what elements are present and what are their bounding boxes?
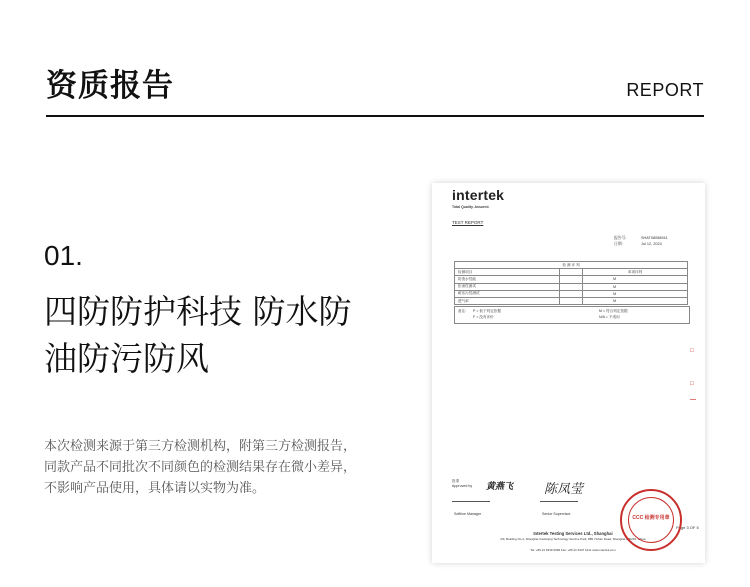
table-row [455,276,688,283]
desc-line-3: 不影响产品使用，具体请以实物为准。 [44,481,266,496]
section-number: 01. [44,240,83,271]
table-header [559,269,582,276]
table-cell-result: M [583,290,688,297]
page-number: Page 3 OF 5 [676,525,699,530]
table-row [455,283,688,290]
inspection-stamp [620,489,682,551]
table-caption: 检 测 评 判 [455,262,688,269]
stamp-text: CCC 检测专用章 [632,515,670,521]
table-cell-item: 拒油性测试 [455,283,560,290]
company-name: Intertek Testing Services Ltd., Shanghai [533,531,613,536]
signature-2: 陈凤莹 [544,482,584,497]
signer-title-1: Softline Manager [454,512,482,516]
table-cell-result: M [583,276,688,283]
logo-tagline: Total Quality. Assured. [452,205,490,209]
table-cell-item: 耐沾污性测试 [455,290,560,297]
legend-na: N/A = 不适用 [599,315,620,319]
stamp-edge-mark: — [690,397,696,403]
report-number-row [614,236,668,241]
report-date: Jul 12, 2024 [641,242,662,246]
intertek-logo: intertek [452,187,505,203]
approved-by-label: 批准 Approved by [452,479,473,488]
table-cell-item: 防泼水性能 [455,276,560,283]
desc-line-1: 本次检测来源于第三方检测机构，附第三方检测报告， [44,439,357,454]
signature-1: 黄燕飞 [486,482,514,492]
section-description [44,436,389,499]
report-date-label: 日期: [614,242,623,246]
company-address: 2/F, Building No.4, Shanghai Caohejing Technology Service Park, 889 Yishan Road, Shanghai 200233, China [500,537,646,541]
report-label: REPORT [626,80,704,100]
report-date-row [614,242,662,247]
table-cell-result: M [583,283,688,290]
legend-m: M = 符合判定依据 [599,309,628,313]
stamp-edge-mark: □ [690,348,694,354]
table-header: 检测项目 [455,269,560,276]
signature-rule [452,501,490,502]
header-divider [46,115,704,117]
results-table [454,261,688,305]
signer-title-2: Senior Supervisor [542,512,571,516]
table-row [455,297,688,304]
legend-f: F = 没有评价 [473,315,494,319]
headline-line-1: 四防防护科技 防水防 [44,292,352,331]
legend-box [454,306,690,324]
table-row [455,290,688,297]
section-headline [44,288,404,382]
legend-p: P = 低于判定依据 [473,309,501,313]
desc-line-2: 同款产品不同批次不同颜色的检测结果存在微小差异， [44,460,357,475]
headline-line-2: 油防污防风 [44,339,209,378]
table-header: 单项评判 [583,269,688,276]
report-number-label: 报告号: [614,236,627,240]
report-number: SHAT0805894​1 [641,236,668,240]
page-title: 资质报告 [46,68,174,104]
signature-rule [540,501,578,502]
table-cell-item: 透气率 [455,297,560,304]
test-report-document [432,183,705,563]
company-contact: Tel: +86 21 6339 6099 Fax: +86 21 6437 6111 www.intertek.com [530,548,616,552]
doc-title: TEST REPORT [452,220,484,225]
legend-prefix: 备注: [458,309,467,313]
table-cell-result: M [583,297,688,304]
stamp-edge-mark: □ [690,381,694,387]
